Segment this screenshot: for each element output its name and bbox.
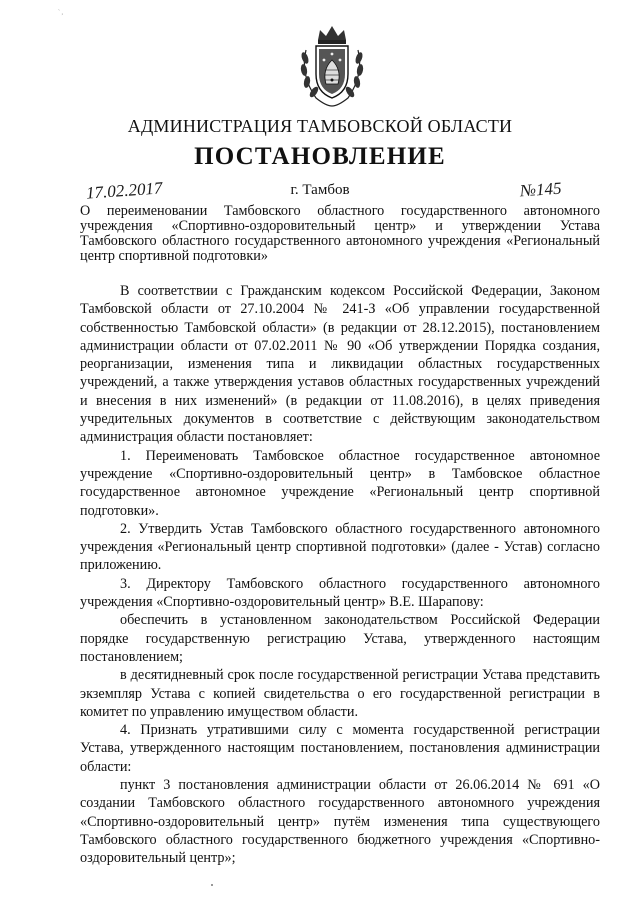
clause-4-item-1-paragraph: пункт 3 постановления администрации области от 26.06.2014 № 691 «О создании Тамбовского областного государственного автономного учреждения «Спортивно-оздоровительный центр» путём изменения типа существующего Тамбовского областного государственного бюджетного учреждения «Спортивно-оздоровительный центр»; bbox=[80, 777, 600, 867]
document-subject: О переименовании Тамбовского областного государственного автономного учреждения «Спортивно-оздоровительный центр» и утверждении Устава Тамбовского областного государственного автономного учреждения «Региональный центр спортивной подготовки» bbox=[80, 203, 600, 264]
clause-4-paragraph: 4. Признать утратившими силу с момента государственной регистрации Устава, утвержденного настоящим постановлением, постановления администрации области: bbox=[80, 722, 600, 775]
clause-3-item-2-paragraph: в десятидневный срок после государственной регистрации Устава представить экземпляр Устава с копией свидетельства о его государственной регистрации в комитет по управлению имуществом области. bbox=[80, 667, 600, 720]
city: г. Тамбов bbox=[290, 182, 350, 198]
clause-3-paragraph: 3. Директору Тамбовского областного государственного автономного учреждения «Спортивно-оздоровительный центр» В.Е. Шарапову: bbox=[80, 575, 600, 611]
scan-speck bbox=[211, 884, 213, 886]
handwritten-date: 17.02.2017 bbox=[85, 178, 164, 203]
document-body bbox=[80, 282, 600, 868]
clause-3-item-1-paragraph: обеспечить в установленном законодательством Российской Федерации порядке государственную регистрацию Устава, утвержденного настоящим постановлением; bbox=[80, 612, 600, 665]
handwritten-number: №145 bbox=[519, 178, 563, 201]
agency-name: АДМИНИСТРАЦИЯ ТАМБОВСКОЙ ОБЛАСТИ bbox=[127, 116, 513, 136]
preamble-paragraph: В соответствии с Гражданским кодексом Российской Федерации, Законом Тамбовской области от 27.10.2004 № 241-З «Об управлении государственной собственностью Тамбовской области» (в редакции от 28.12.2015), постановлением администрации области от 07.02.2011 № 90 «Об утверждении Порядка создания, реорганизации, изменения типа и ликвидации областных государственных учреждений, а также утверждения уставов областных государственных учреждений и внесения в них изменений» (в редакции от 11.08.2016), в целях приведения учредительных документов в соответствие с действующим законодательством администрация области постановляет: bbox=[80, 283, 600, 446]
document-type-title: ПОСТАНОВЛЕНИЕ bbox=[194, 143, 446, 170]
clause-1-paragraph: 1. Переименовать Тамбовское областное государственное автономное учреждение «Спортивно-оздоровительный центр» в Тамбовское областное государственное автономное учреждение «Региональный центр спортивной подготовки». bbox=[80, 447, 600, 519]
scan-mark: ` , bbox=[58, 10, 63, 16]
clause-2-paragraph: 2. Утвердить Устав Тамбовского областного государственного автономного учреждения «Региональный центр спортивной подготовки» (далее - Устав) согласно приложению. bbox=[80, 520, 600, 574]
coat-of-arms-icon bbox=[296, 20, 368, 110]
